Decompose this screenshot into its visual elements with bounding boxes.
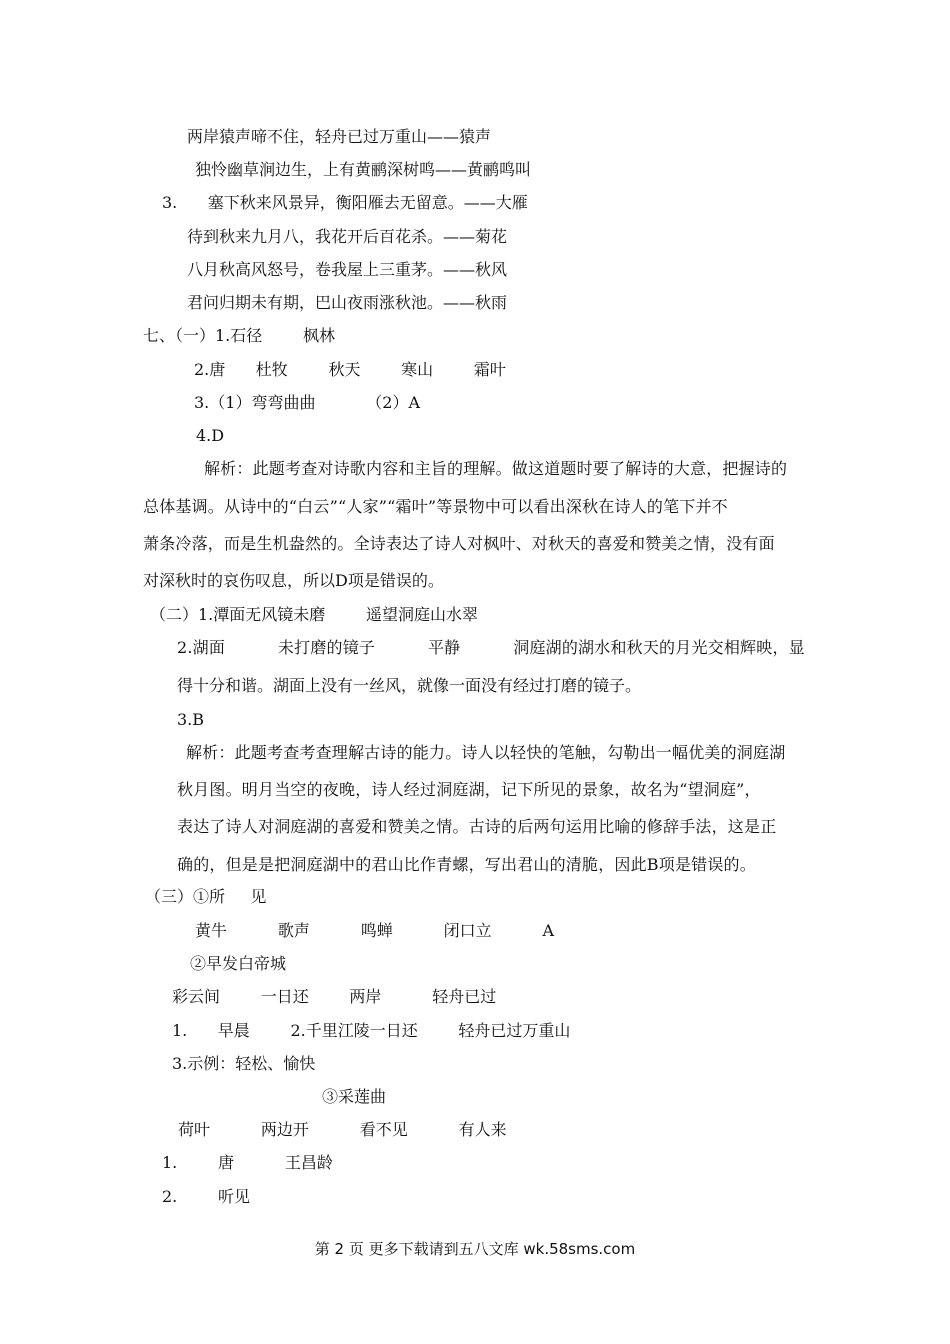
analysis-line-2: 总体基调。从诗中的“白云”“人家”“霜叶”等景物中可以看出深秋在诗人的笔下并不 <box>143 497 728 516</box>
text-line-10: 4.D <box>196 426 225 445</box>
text-line-28: 3.示例：轻松、愉快 <box>172 1054 316 1073</box>
poem-title-2: ②早发白帝城 <box>190 954 287 973</box>
part-three-heading: （三）①所 见 <box>145 887 267 906</box>
analysis-line-6: 秋月图。明月当空的夜晚，诗人经过洞庭湖，记下所见的景象，故名为“望洞庭”， <box>177 780 761 799</box>
text-line-9: 3.（1）弯弯曲曲 （2）A <box>194 393 421 412</box>
analysis-line-5: 解析：此题考查考查理解古诗的能力。诗人以轻快的笔触，勾勒出一幅优美的洞庭湖 <box>186 743 786 762</box>
text-line-5: 八月秋高风怒号，卷我屋上三重茅。——秋风 <box>187 260 508 279</box>
analysis-line-8: 确的，但是是把洞庭湖中的君山比作青螺，写出君山的清脆，因此B项是错误的。 <box>177 855 756 874</box>
text-line-32: 2. 听见 <box>162 1187 250 1206</box>
analysis-line-4: 对深秋时的哀伤叹息，所以D项是错误的。 <box>143 571 444 590</box>
text-line-4: 待到秋来九月八，我花开后百花杀。——菊花 <box>187 227 508 246</box>
text-line-17: 得十分和谐。湖面上没有一丝风，就像一面没有经过打磨的镜子。 <box>177 676 642 695</box>
text-line-30: 荷叶 两边开 看不见 有人来 <box>178 1120 507 1139</box>
text-line-26: 彩云间 一日还 两岸 轻舟已过 <box>172 987 497 1006</box>
text-line-31: 1. 唐 王昌龄 <box>162 1153 333 1172</box>
text-line-1: 两岸猿声啼不住，轻舟已过万重山——猿声 <box>187 127 492 146</box>
page-footer: 第 2 页 更多下载请到五八文库 wk.58sms.com <box>314 1240 636 1258</box>
text-line-2: 独怜幽草涧边生，上有黄鹂深树鸣——黄鹂鸣叫 <box>195 160 532 179</box>
analysis-line-1: 解析：此题考查对诗歌内容和主旨的理解。做这道题时要了解诗的大意，把握诗的 <box>204 459 788 478</box>
analysis-line-3: 萧条冷落，而是生机盎然的。全诗表达了诗人对枫叶、对秋天的喜爱和赞美之情，没有面 <box>143 534 775 553</box>
poem-title-3: ③采莲曲 <box>322 1087 387 1106</box>
text-line-6: 君问归期未有期，巴山夜雨涨秋池。——秋雨 <box>187 293 508 312</box>
section-seven-heading: 七、（一）1.石径 枫林 <box>143 326 335 345</box>
text-line-16: 2.湖面 未打磨的镜子 平静 洞庭湖的湖水和秋天的月光交相辉映，显 <box>177 638 805 657</box>
text-line-3: 3. 塞下秋来风景异，衡阳雁去无留意。——大雁 <box>162 193 528 212</box>
part-two-heading: （二）1.潭面无风镜未磨 遥望洞庭山水翠 <box>150 605 478 624</box>
text-line-18: 3.B <box>177 710 205 729</box>
text-line-27: 1. 早晨 2.千里江陵一日还 轻舟已过万重山 <box>172 1021 571 1040</box>
text-line-8: 2.唐 杜牧 秋天 寒山 霜叶 <box>194 360 506 379</box>
text-line-24: 黄牛 歌声 鸣蝉 闭口立 A <box>195 921 554 940</box>
analysis-line-7: 表达了诗人对洞庭湖的喜爱和赞美之情。古诗的后两句运用比喻的修辞手法，这是正 <box>177 817 777 836</box>
